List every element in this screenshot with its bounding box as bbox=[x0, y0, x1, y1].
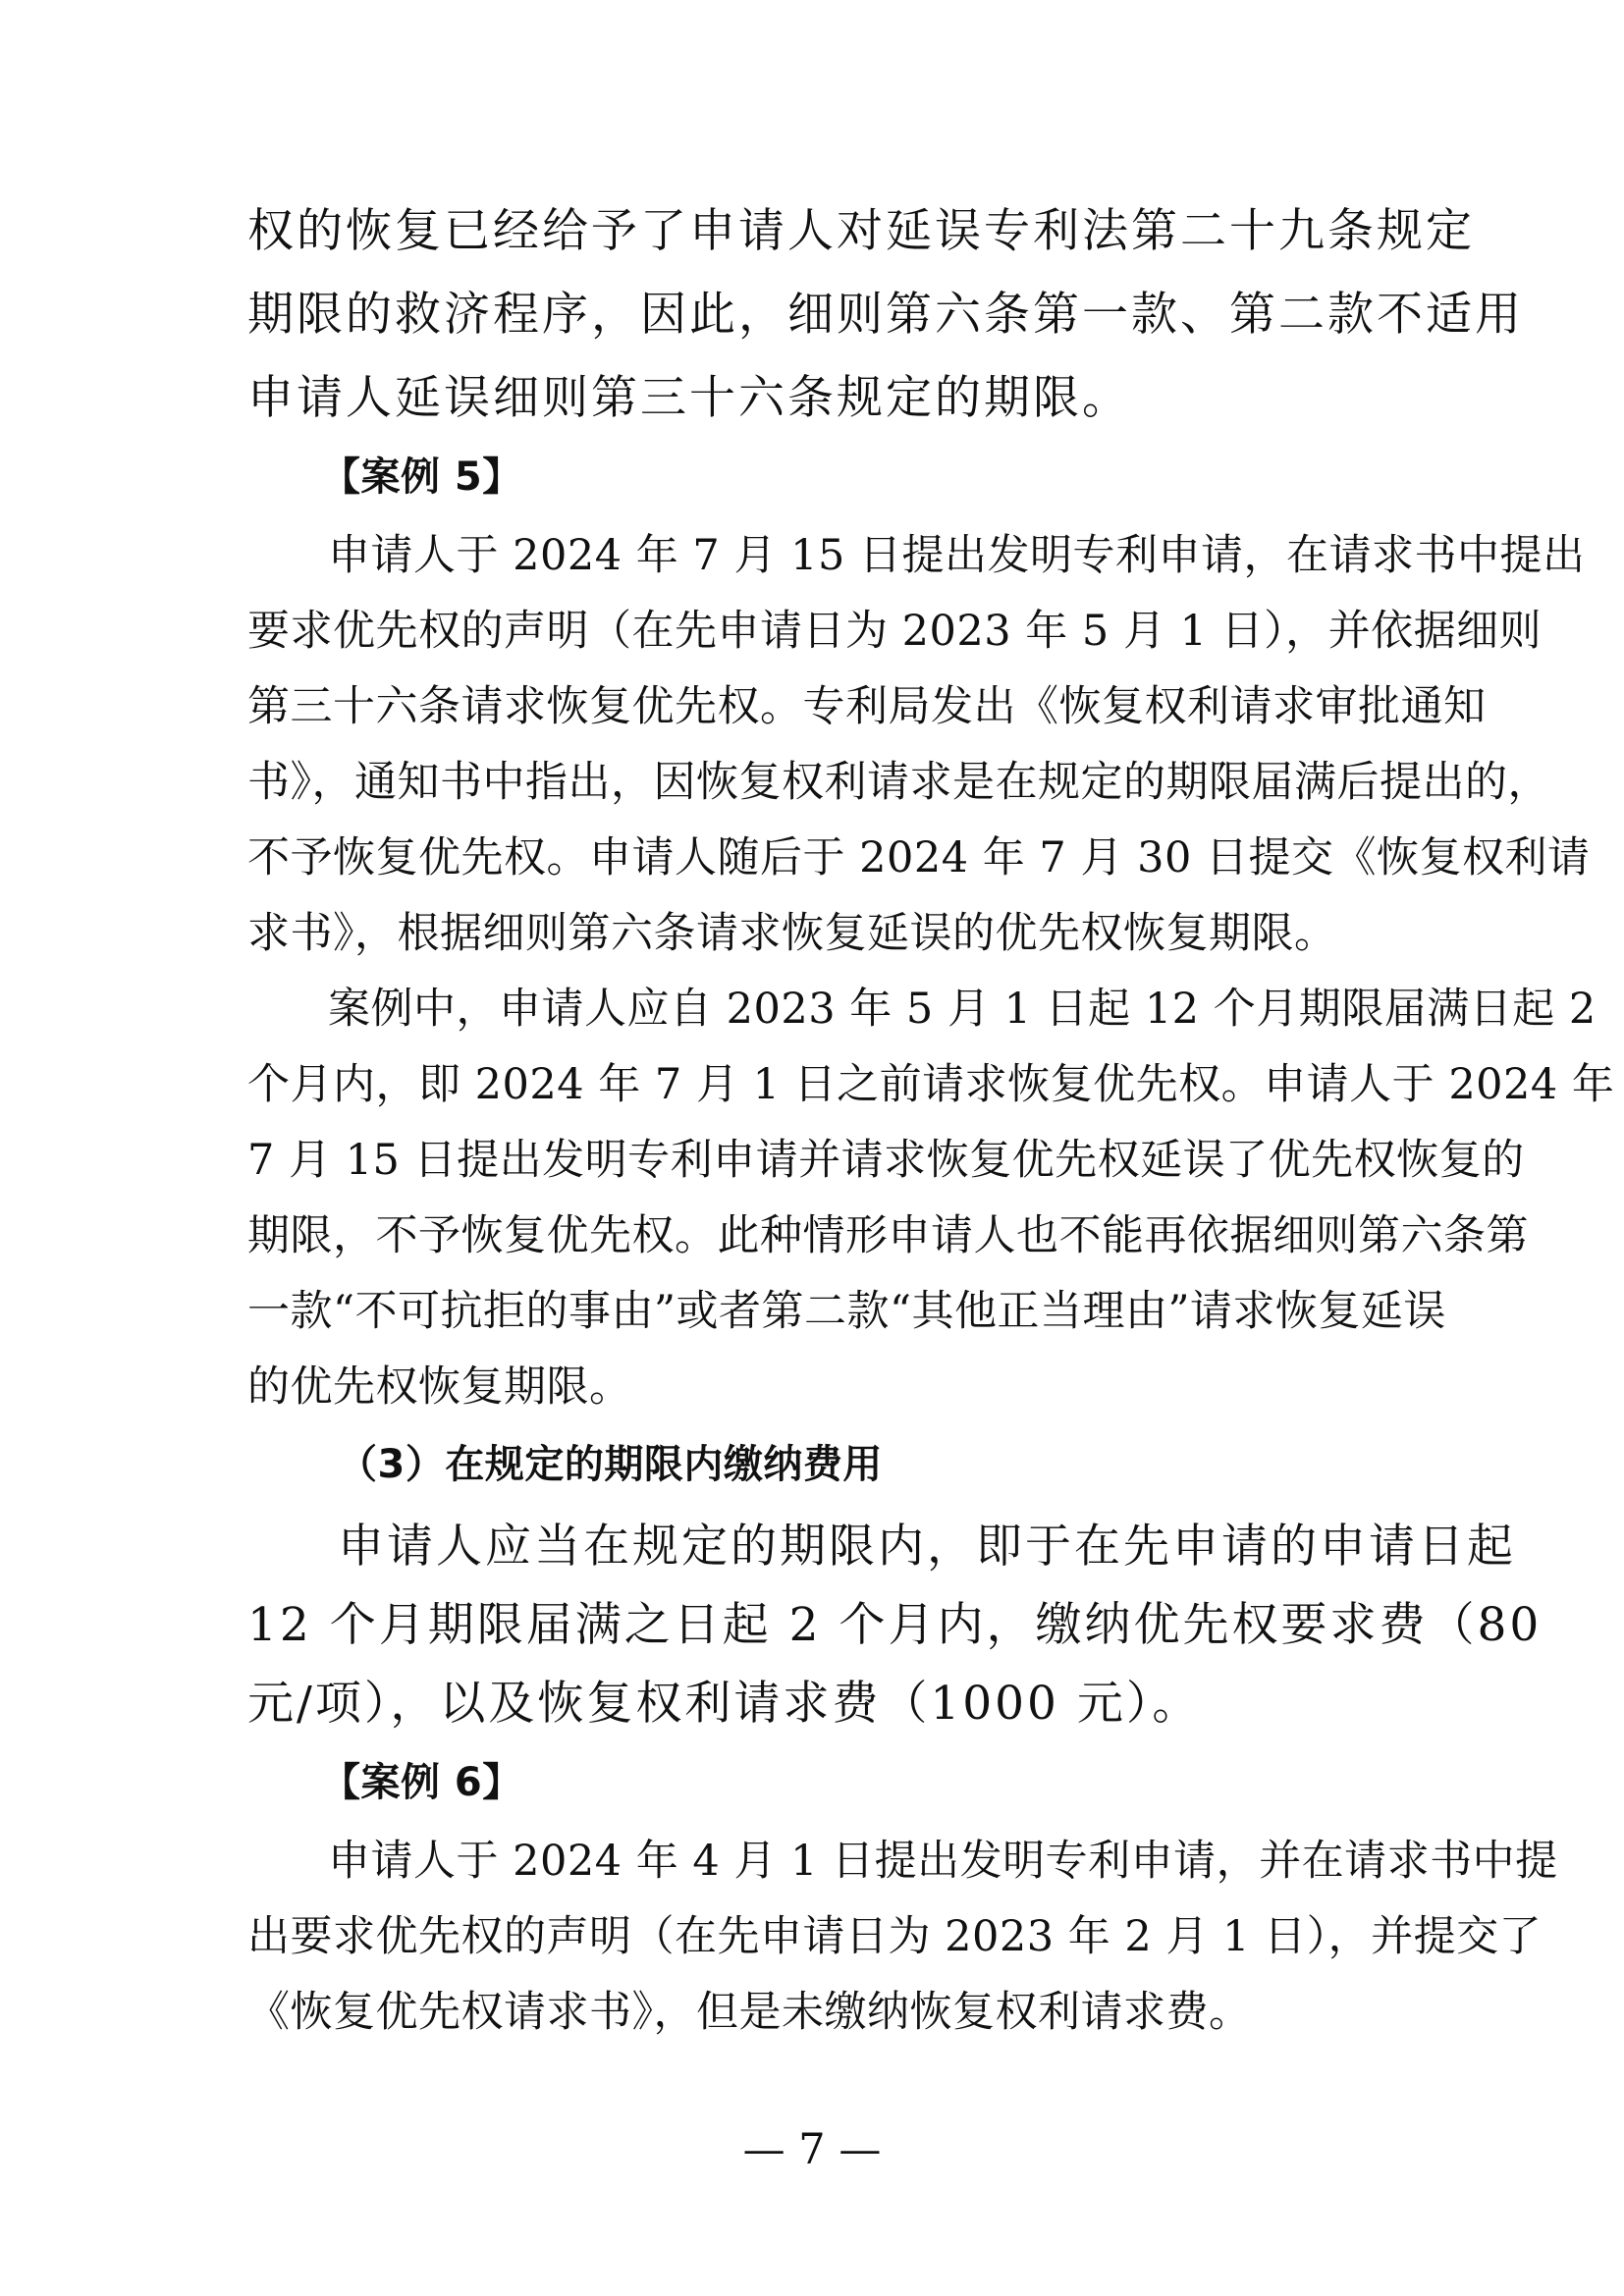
paragraph-line: 《恢复优先权请求书》，但是未缴纳恢复权利请求费。 bbox=[247, 1988, 1252, 2037]
paragraph-line: 书》，通知书中指出，因恢复权利请求是在规定的期限届满后提出的， bbox=[247, 758, 1550, 807]
section-heading: （3）在规定的期限内缴纳费用 bbox=[338, 1442, 883, 1487]
paragraph-line: 的优先权恢复期限。 bbox=[247, 1362, 632, 1412]
paragraph-line: 不予恢复优先权。申请人随后于 2024 年 7 月 30 日提交《恢复权利请 bbox=[247, 833, 1591, 882]
paragraph-line: 个月内，即 2024 年 7 月 1 日之前请求恢复优先权。申请人于 2024 年 bbox=[247, 1060, 1615, 1109]
case-heading: 【案例 5】 bbox=[321, 454, 522, 500]
paragraph-line: 要求优先权的声明（在先申请日为 2023 年 5 月 1 日），并依据细则 bbox=[247, 607, 1543, 656]
paragraph-line: 申请人于 2024 年 7 月 15 日提出发明专利申请，在请求书中提出 bbox=[328, 531, 1586, 580]
paragraph-line: 12 个月期限届满之日起 2 个月内，缴纳优先权要求费（80 bbox=[247, 1598, 1543, 1652]
paragraph-line: 求书》，根据细则第六条请求恢复延误的优先权恢复期限。 bbox=[247, 909, 1337, 958]
paragraph-line: 一款“不可抗拒的事由”或者第二款“其他正当理由”请求恢复延误 bbox=[247, 1287, 1446, 1336]
paragraph-line: 申请人延误细则第三十六条规定的期限。 bbox=[247, 371, 1131, 425]
paragraph-line: 出要求优先权的声明（在先申请日为 2023 年 2 月 1 日），并提交了 bbox=[247, 1912, 1543, 1961]
paragraph-line: 申请人于 2024 年 4 月 1 日提出发明专利申请，并在请求书中提 bbox=[328, 1837, 1558, 1886]
paragraph-line: 案例中，申请人应自 2023 年 5 月 1 日起 12 个月期限届满日起 2 bbox=[328, 985, 1597, 1034]
case-heading: 【案例 6】 bbox=[321, 1760, 522, 1805]
paragraph-line: 期限的救济程序，因此，细则第六条第一款、第二款不适用 bbox=[247, 288, 1524, 342]
paragraph-line: 申请人应当在规定的期限内，即于在先申请的申请日起 bbox=[338, 1520, 1516, 1574]
paragraph-line: 权的恢复已经给予了申请人对延误专利法第二十九条规定 bbox=[247, 204, 1475, 258]
paragraph-line: 期限，不予恢复优先权。此种情形申请人也不能再依据细则第六条第 bbox=[247, 1211, 1529, 1260]
paragraph-line: 第三十六条请求恢复优先权。专利局发出《恢复权利请求审批通知 bbox=[247, 682, 1487, 731]
paragraph-line: 7 月 15 日提出发明专利申请并请求恢复优先权延误了优先权恢复的 bbox=[247, 1136, 1525, 1185]
page-number: — 7 — bbox=[742, 2125, 882, 2174]
paragraph-line: 元/项），以及恢复权利请求费（1000 元）。 bbox=[247, 1677, 1202, 1731]
